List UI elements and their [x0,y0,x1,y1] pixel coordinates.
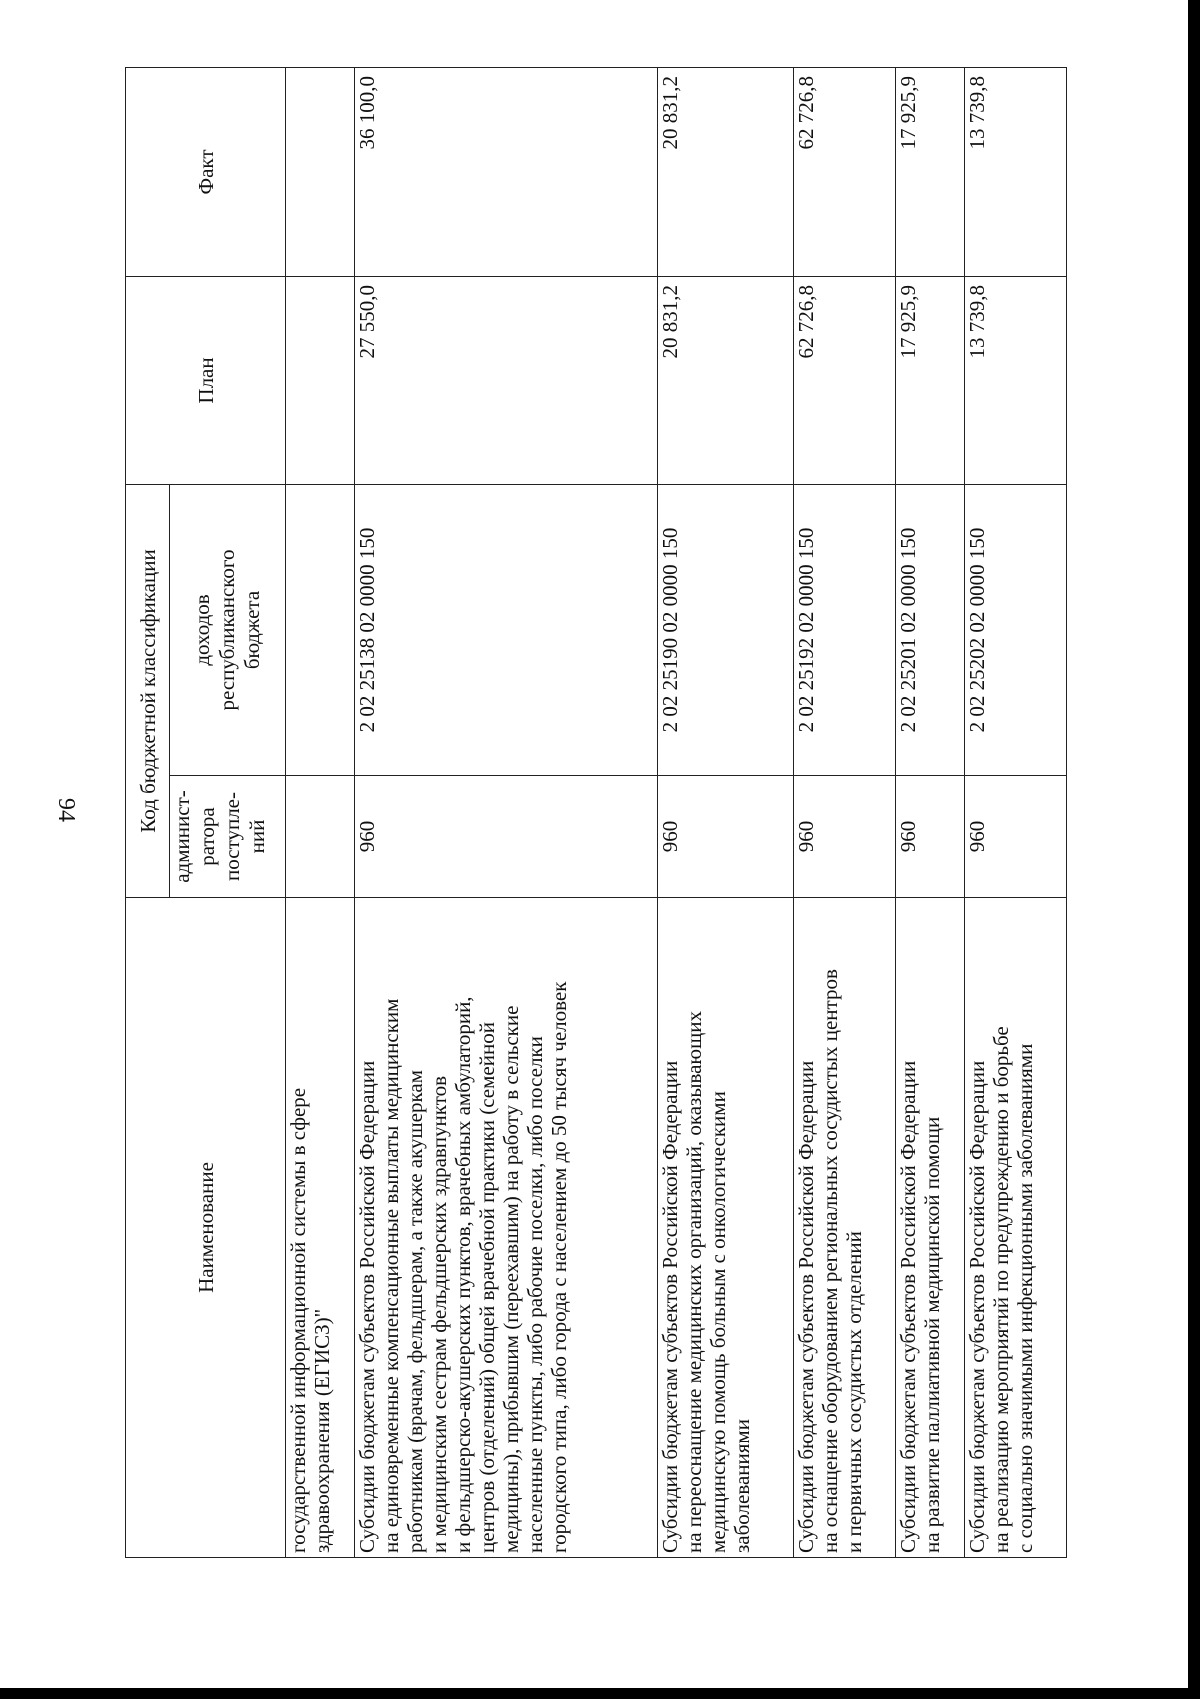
table-row [896,67,965,1557]
cell-name [286,898,355,1558]
cell-name-line: и медицинским сестрам фельдшерских здравпунктов [426,1075,451,1553]
cell-name-line: на реализацию мероприятий по предупреждению и борьбе [988,1026,1013,1553]
scan-border-right [1188,0,1200,1699]
cell-name [354,898,658,1558]
header-code-group: Код бюджетной классификации [126,484,170,897]
cell-fact: 62 726,8 [794,67,896,276]
budget-table [125,67,1067,1558]
cell-fact: 20 831,2 [658,67,794,276]
header-admin-line: админист- [170,790,194,883]
cell-fact: 17 925,9 [896,67,965,276]
table-container [125,68,1067,1558]
cell-name-line: и первичных сосудистых отделений [842,1231,867,1553]
cell-admin [286,776,355,898]
cell-name-line: Субсидии бюджетам субъектов Российской Федерации [354,1060,379,1553]
header-admin [170,776,286,898]
cell-name-line: Субсидии бюджетам субъектов Российской Федерации [658,1060,683,1553]
cell-plan: 62 726,8 [794,276,896,484]
cell-name-line: городского типа, либо города с населением до 50 тысяч человек [546,981,571,1553]
cell-name-line: и фельдшерско-акушерских пунктов, врачебных амбулаторий, [450,996,475,1553]
table-row [286,67,355,1557]
cell-income-code: 2 02 25190 02 0000 150 [658,484,794,775]
table-row [354,67,658,1557]
cell-income-code [286,484,355,775]
header-income [170,484,286,775]
header-fact: Факт [126,67,286,276]
cell-income-code: 2 02 25192 02 0000 150 [794,484,896,775]
cell-admin: 960 [354,776,658,898]
cell-name-line: медицинскую помощь больным с онкологическими [706,1091,731,1553]
cell-name-line: на оснащение оборудованием региональных сосудистых центров [818,969,843,1553]
cell-name-line: населенные пункты, либо рабочие поселки, либо поселки [522,1036,547,1553]
cell-name-line: государственной информационной системы в сфере [286,1087,310,1553]
cell-fact: 36 100,0 [354,67,658,276]
cell-name [658,898,794,1558]
cell-admin: 960 [794,776,896,898]
page-number: 94 [53,798,79,822]
cell-admin: 960 [658,776,794,898]
cell-name [794,898,896,1558]
header-admin-line: ний [245,819,269,854]
cell-name-line: работникам (врачам, фельдшерам, а также акушеркам [402,1070,427,1553]
cell-plan: 13 739,8 [964,276,1066,484]
header-admin-line: ратора [195,807,219,866]
cell-plan: 27 550,0 [354,276,658,484]
header-name: Наименование [126,898,286,1558]
cell-name-line: медицины), прибывшим (переехавшим) на работу в сельские [498,1005,523,1553]
table-row [794,67,896,1557]
cell-admin: 960 [964,776,1066,898]
cell-name-line: Субсидии бюджетам субъектов Российской Федерации [794,1060,819,1553]
table-row [964,67,1066,1557]
header-admin-line: поступле- [220,792,244,882]
cell-admin: 960 [896,776,965,898]
cell-income-code: 2 02 25202 02 0000 150 [964,484,1066,775]
cell-income-code: 2 02 25201 02 0000 150 [896,484,965,775]
cell-name-line: на переоснащение медицинских организаций, оказывающих [682,1010,707,1553]
cell-plan: 20 831,2 [658,276,794,484]
header-plan: План [126,276,286,484]
cell-name-line: Субсидии бюджетам субъектов Российской Федерации [896,1060,921,1553]
cell-name [896,898,965,1558]
cell-name-line: с социально значимыми инфекционными заболеваниями [1012,1043,1037,1553]
cell-name [964,898,1066,1558]
scan-border-bottom [0,1688,1200,1699]
cell-plan [286,276,355,484]
header-income-line: республиканского [215,549,239,711]
cell-name-line: на единовременные компенсационные выплаты медицинским [378,998,403,1553]
cell-name-line: на развитие паллиативной медицинской помощи [920,1116,945,1553]
cell-plan: 17 925,9 [896,276,965,484]
header-income-line: бюджета [240,590,264,670]
cell-income-code: 2 02 25138 02 0000 150 [354,484,658,775]
cell-name-line: Субсидии бюджетам субъектов Российской Федерации [964,1060,989,1553]
cell-fact: 13 739,8 [964,67,1066,276]
cell-name-line: центров (отделений) общей врачебной практики (семейной [474,1022,499,1553]
table-row [658,67,794,1557]
cell-fact [286,67,355,276]
cell-name-line: заболеваниями [730,1419,755,1553]
cell-name-line: здравоохранения (ЕГИСЗ)" [310,1308,334,1553]
header-income-line: доходов [190,594,214,666]
